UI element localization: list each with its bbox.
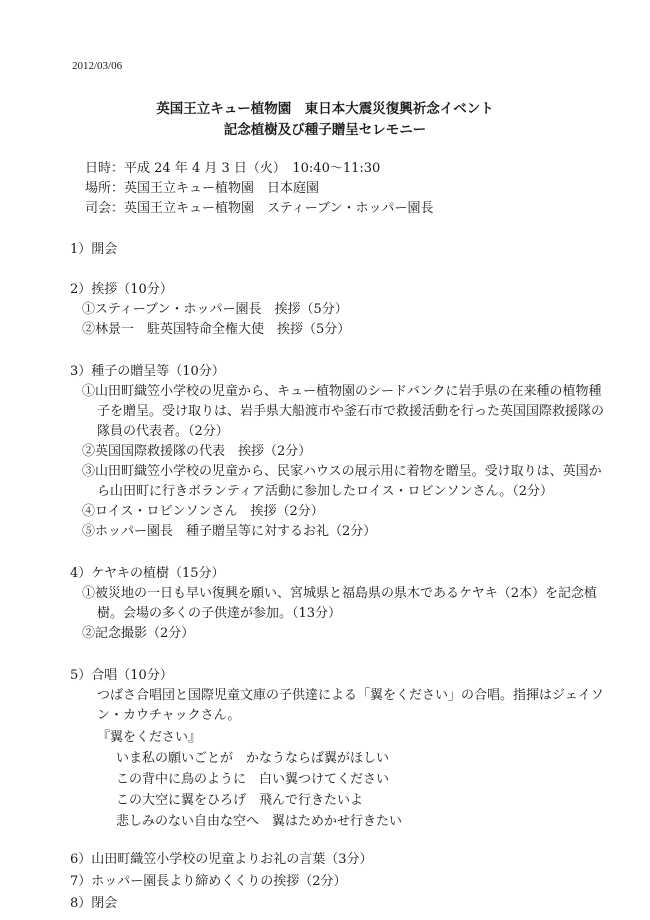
list-item: ①スティーブン・ホッパー園長 挨拶（5分） <box>82 302 348 317</box>
section-heading-opening: 1）開会 <box>70 242 118 257</box>
section-heading-tree-planting: 4）ケヤキの植樹（15分） <box>70 566 225 581</box>
list-item: ⑤ホッパー園長 種子贈呈等に対するお礼（2分） <box>82 524 377 539</box>
list-item-continuation: 隊員の代表者。（2分） <box>97 424 229 439</box>
list-item-continuation: 子を贈呈。受け取りは、岩手県大船渡市や釜石市で救援活動を行った英国国際救援隊の <box>97 404 605 419</box>
song-title: 『翼をください』 <box>97 730 202 745</box>
list-item: ②英国国際救援隊の代表 挨拶（2分） <box>82 444 312 459</box>
list-item: ③山田町織笠小学校の児童から、民家ハウスの展示用に着物を贈呈。受け取りは、英国か <box>82 464 602 479</box>
list-item-continuation: ら山田町に行きボランティア活動に参加したロイス・ロビンソンさん。（2分） <box>97 484 553 499</box>
list-item: ④ロイス・ロビンソンさん 挨拶（2分） <box>82 504 324 519</box>
section-heading-seed-presentation: 3）種子の贈呈等（10分） <box>70 364 225 379</box>
document-title: 英国王立キュー植物園 東日本大震災復興祈念イベント <box>156 101 494 117</box>
list-item: ②林景一 駐英国特命全権大使 挨拶（5分） <box>82 322 351 337</box>
event-host: 司会：英国王立キュー植物園 スティーブン・ホッパー園長 <box>85 201 434 216</box>
section-heading-chorus: 5）合唱（10分） <box>70 668 173 683</box>
list-item: ①山田町織笠小学校の児童から、キュー植物園のシードバンクに岩手県の在来種の植物種 <box>82 384 602 399</box>
section-heading-closing: 8）閉会 <box>70 896 118 911</box>
section-heading-greetings: 2）挨拶（10分） <box>70 282 173 297</box>
lyric-line: いま私の願いごとが かなうならば翼がほしい <box>116 751 390 766</box>
paragraph-text: つばさ合唱団と国際児童文庫の子供達による「翼をください」の合唱。指揮はジェイソ <box>97 688 604 703</box>
lyric-line: 悲しみのない自由な空へ 翼はためかせ行きたい <box>116 814 403 829</box>
lyric-line: この大空に翼をひろげ 飛んで行きたいよ <box>116 793 364 808</box>
list-item-continuation: 樹。会場の多くの子供達が参加。（13分） <box>97 606 342 621</box>
event-place: 場所：英国王立キュー植物園 日本庭園 <box>85 181 320 196</box>
document-date: 2012/03/06 <box>72 60 123 72</box>
section-heading-thanks: 6）山田町織笠小学校の児童よりお礼の言葉（3分） <box>70 852 373 867</box>
section-heading-closing-remarks: 7）ホッパー園長より締めくくりの挨拶（2分） <box>70 874 347 889</box>
list-item: ①被災地の一日も早い復興を願い、宮城県と福島県の県木であるケヤキ（2本）を記念植 <box>82 586 598 601</box>
event-datetime: 日時：平成 24 年 4 月 3 日（火） 10:40～11:30 <box>85 161 381 176</box>
document-subtitle: 記念植樹及び種子贈呈セレモニー <box>223 122 427 138</box>
list-item: ②記念撮影（2分） <box>82 626 195 641</box>
lyric-line: この背中に鳥のように 白い翼つけてください <box>116 772 390 787</box>
paragraph-text: ン・カウチャックさん。 <box>97 708 241 723</box>
